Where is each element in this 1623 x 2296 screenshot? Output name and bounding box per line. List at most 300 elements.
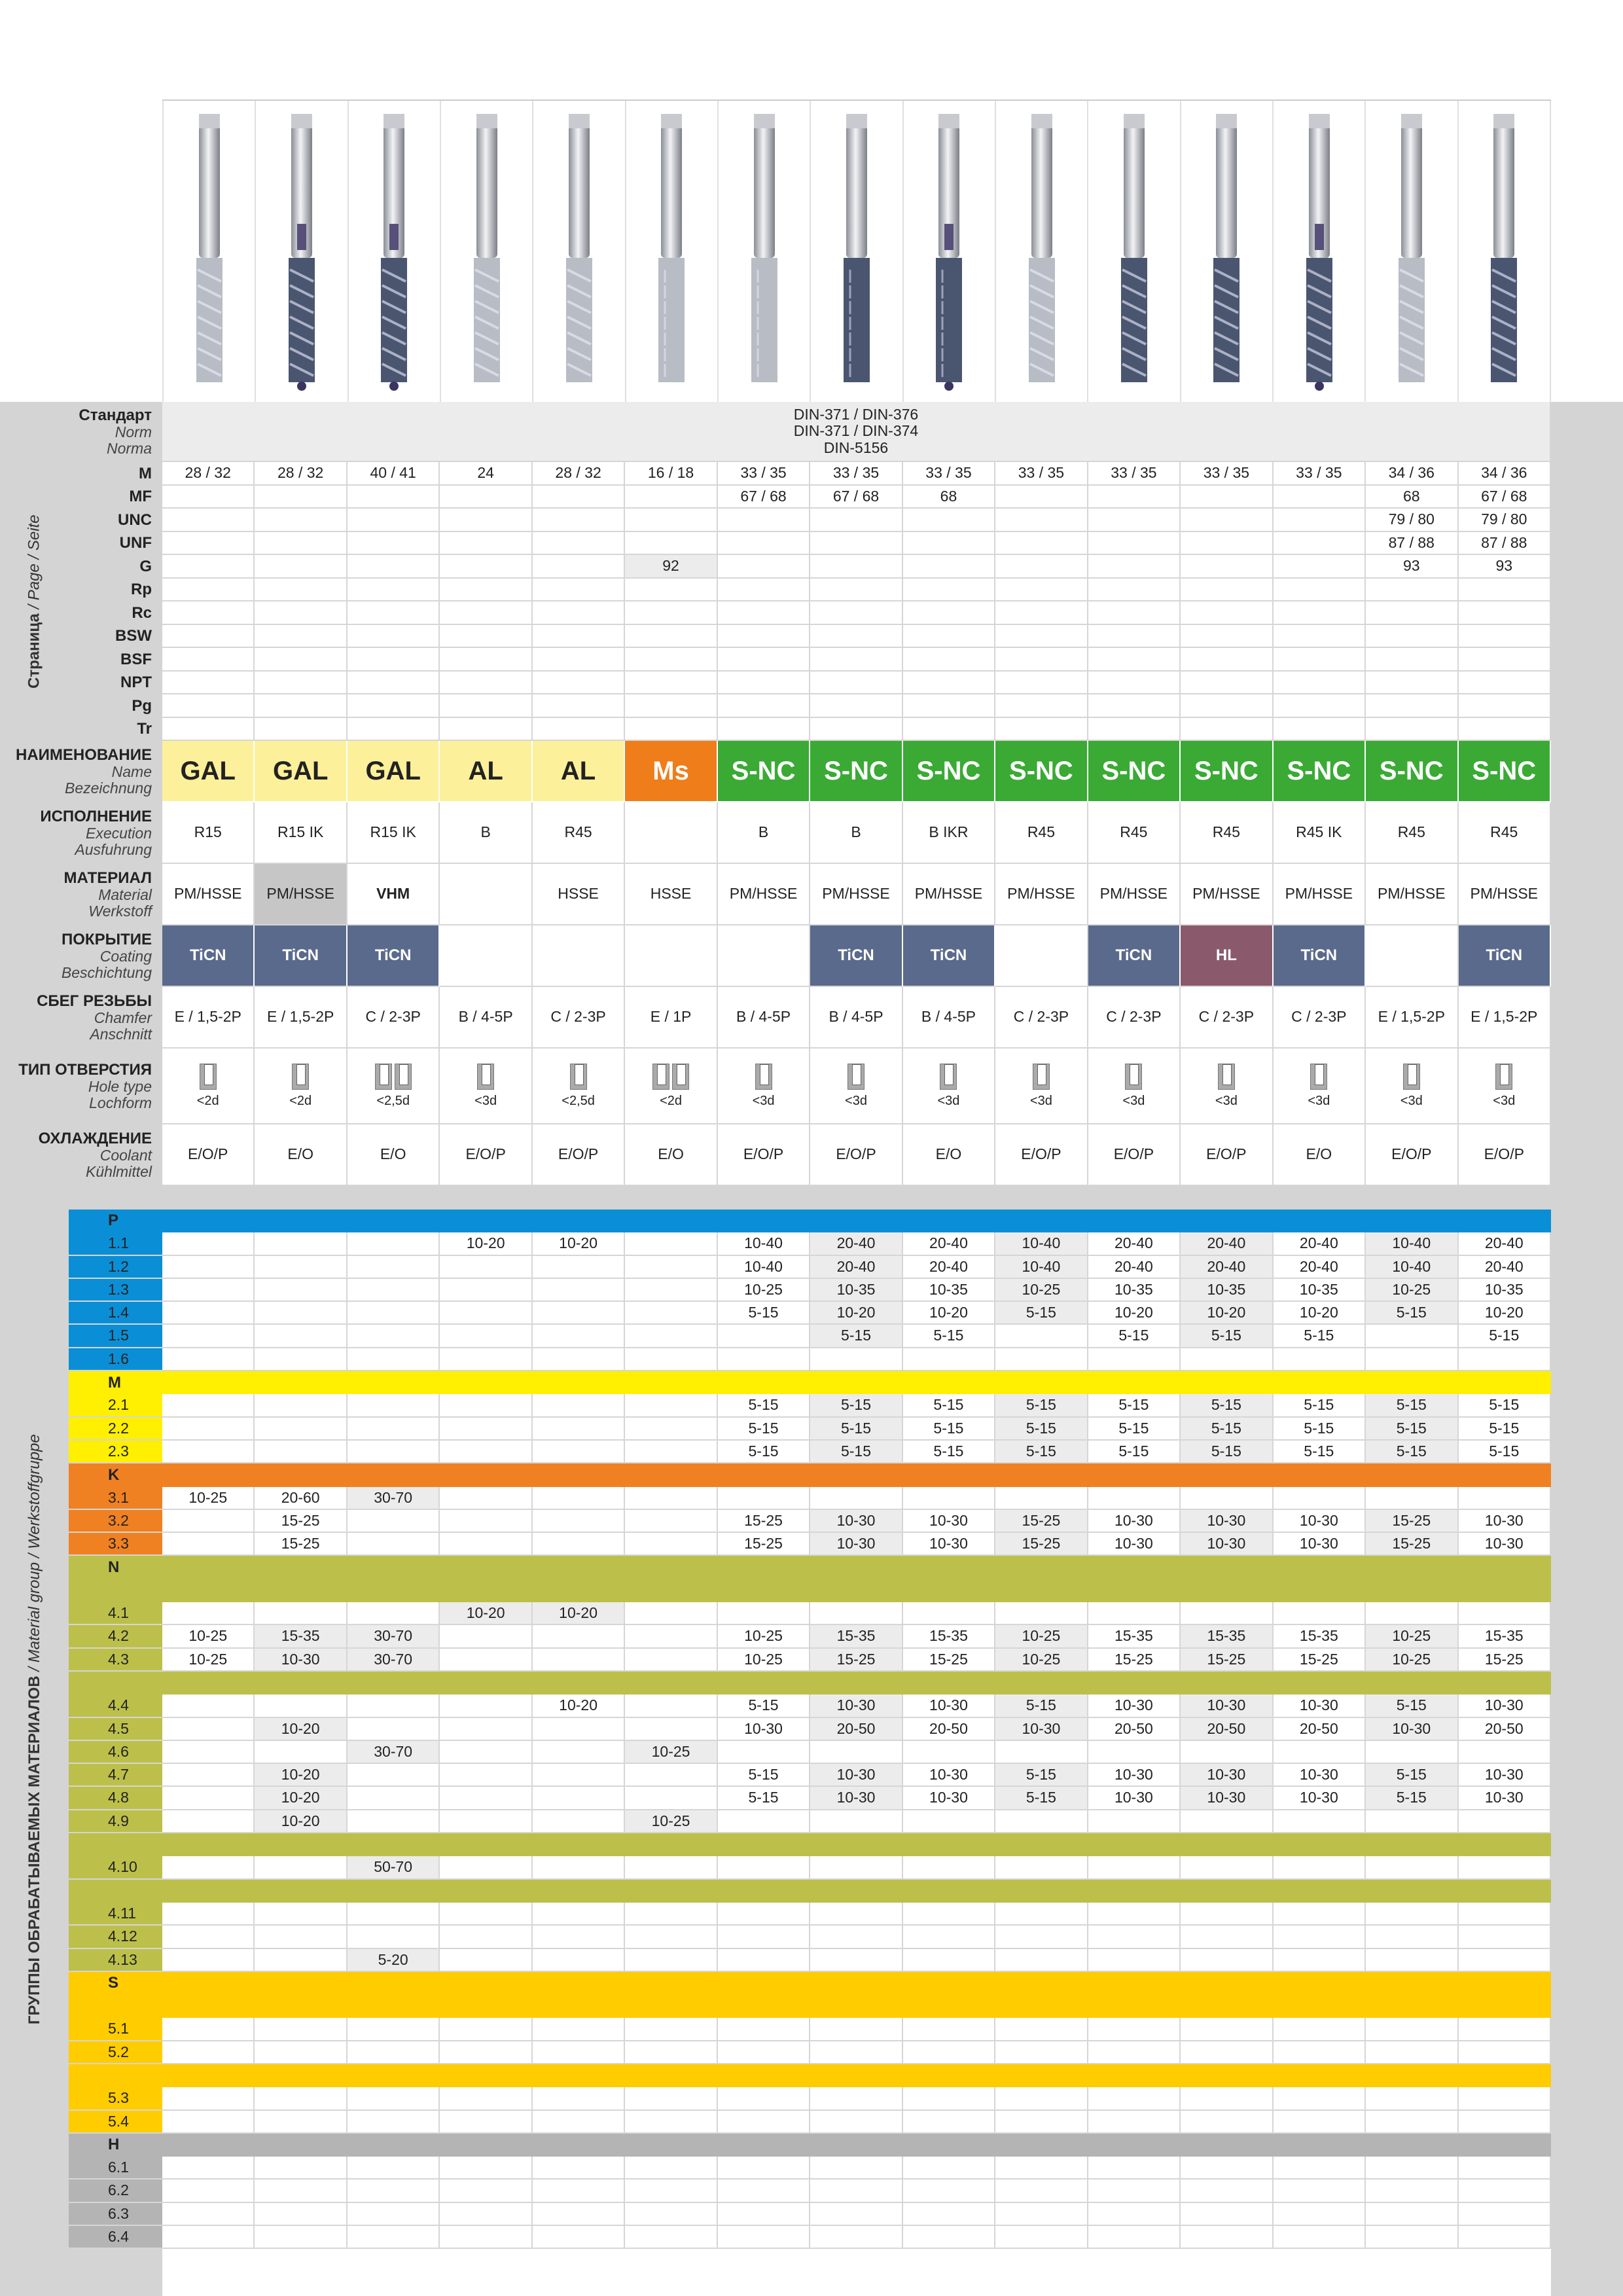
- speed-range-cell: 10-20: [533, 1232, 625, 1255]
- page-ref-cell: [995, 625, 1088, 649]
- speed-range-cell: [1366, 1741, 1458, 1764]
- speed-range-cell: [348, 1533, 440, 1556]
- speed-range-cell: [533, 1487, 625, 1510]
- speed-range-cell: [625, 2179, 717, 2202]
- speed-range-cell: [348, 1325, 440, 1348]
- speed-range-cell: [903, 1856, 995, 1879]
- speed-range-cell: [1366, 1856, 1458, 1879]
- speed-range-cell: 10-30: [1459, 1533, 1551, 1556]
- coating_row-label-en: Coating: [99, 947, 152, 965]
- speed-range-cell: [1366, 1325, 1458, 1348]
- page-ref-cell: [440, 486, 532, 509]
- page-ref-cell: [1088, 625, 1181, 649]
- hole-type-icon: [1310, 1064, 1327, 1090]
- speed-range-cell: [625, 1926, 717, 1948]
- speed-range-cell: [1088, 2226, 1181, 2249]
- speed-range-cell: 10-30: [1181, 1510, 1273, 1533]
- tool-image-spiral-tap: [995, 101, 1087, 402]
- page-ref-cell: [903, 601, 995, 625]
- speed-range-cell: 20-40: [1181, 1232, 1273, 1255]
- page-ref-cell: [625, 694, 717, 718]
- speed-range-cell: [995, 2041, 1088, 2064]
- speed-range-cell: 10-30: [1181, 1695, 1273, 1717]
- page-ref-cell: [995, 532, 1088, 556]
- speed-range-cell: 20-40: [1181, 1256, 1273, 1279]
- speed-range-cell: [1366, 1926, 1458, 1948]
- page-ref-cell: [348, 532, 440, 556]
- exec_row-label-ru: ИСПОЛНЕНИЕ: [40, 807, 152, 825]
- coating-cell: TiCN: [1459, 925, 1551, 987]
- speed-range-cell: [810, 2157, 902, 2179]
- speed-range-cell: [625, 2203, 717, 2226]
- page-ref-cell: [1181, 579, 1273, 602]
- page-ref-cell: 87 / 88: [1366, 532, 1458, 556]
- hole-type-cell: [1366, 1049, 1458, 1124]
- speed-range-cell: [1366, 1487, 1458, 1510]
- page-ref-cell: [810, 601, 902, 625]
- hole-type-icon: [652, 1064, 689, 1090]
- speed-range-cell: 10-25: [718, 1279, 810, 1302]
- page-ref-cell: [1274, 672, 1366, 695]
- tool-name-badge: S-NC: [1459, 741, 1551, 802]
- speed-range-cell: [255, 1348, 347, 1371]
- speed-range-cell: 50-70: [348, 1856, 440, 1879]
- speed-range-cell: [162, 1695, 255, 1717]
- page-ref-cell: [995, 555, 1088, 579]
- name_row-label-de: Bezeichnung: [65, 780, 152, 797]
- speed-range-cell: [1274, 1856, 1366, 1879]
- speed-range-cell: [348, 1903, 440, 1926]
- coating-cell: [533, 925, 625, 987]
- page-ref-cell: [903, 532, 995, 556]
- speed-range-cell: [1274, 2226, 1366, 2249]
- speed-range-cell: [533, 1279, 625, 1302]
- speed-range-cell: 20-40: [903, 1256, 995, 1279]
- page-ref-cell: [1366, 694, 1458, 718]
- chamfer_row-label-de: Anschnitt: [90, 1026, 152, 1043]
- material-subgroup-number: 4.13: [69, 1949, 162, 1972]
- material-side-label: [0, 1210, 69, 2249]
- speed-range-cell: 10-20: [810, 1302, 902, 1325]
- material-subgroup-number: 4.12: [69, 1926, 162, 1948]
- speed-range-cell: 10-25: [625, 1741, 717, 1764]
- material-group-divider: [69, 1672, 1551, 1695]
- hole-type-cell: [810, 1049, 902, 1124]
- page-ref-cell: 87 / 88: [1459, 532, 1551, 556]
- standard-line: DIN-371 / DIN-376: [793, 406, 919, 423]
- speed-range-cell: 10-30: [1274, 1764, 1366, 1787]
- page-ref-cell: [718, 694, 810, 718]
- chamfer-cell: C / 2-3P: [348, 987, 440, 1049]
- speed-range-cell: 10-35: [903, 1279, 995, 1302]
- speed-range-cell: [440, 1325, 532, 1348]
- speed-range-cell: 5-15: [1274, 1418, 1366, 1441]
- speed-range-cell: [1366, 1602, 1458, 1625]
- page-ref-cell: [255, 672, 347, 695]
- speed-range-cell: 5-15: [718, 1695, 810, 1717]
- tool-image-straight-tap: [625, 101, 717, 402]
- page-ref-cell: [625, 648, 717, 672]
- speed-range-cell: 15-25: [718, 1510, 810, 1533]
- page-ref-cell: [1459, 579, 1551, 602]
- speed-range-cell: [255, 1856, 347, 1879]
- chamfer-cell: B / 4-5P: [903, 987, 995, 1049]
- speed-range-cell: [810, 1741, 902, 1764]
- material-subgroup-number: 2.2: [69, 1418, 162, 1441]
- page-ref-cell: [810, 509, 902, 532]
- chamfer-cell: C / 2-3P: [1088, 987, 1181, 1049]
- speed-range-cell: 10-20: [255, 1718, 347, 1741]
- speed-range-cell: 10-30: [810, 1695, 902, 1717]
- page-ref-cell: [1181, 555, 1273, 579]
- speed-range-cell: [440, 1441, 532, 1463]
- speed-range-cell: [1088, 2203, 1181, 2226]
- hole-type-cell: [255, 1049, 347, 1124]
- speed-range-cell: [533, 2111, 625, 2134]
- speed-range-cell: [1181, 2157, 1273, 2179]
- speed-range-cell: [810, 1926, 902, 1948]
- page-ref-cell: 28 / 32: [533, 462, 625, 486]
- material-subgroup-number: 1.6: [69, 1348, 162, 1371]
- speed-range-cell: 5-15: [718, 1418, 810, 1441]
- speed-range-cell: [533, 2087, 625, 2110]
- page-ref-cell: 67 / 68: [810, 486, 902, 509]
- speed-range-cell: [162, 1256, 255, 1279]
- speed-range-cell: 10-30: [903, 1533, 995, 1556]
- page-ref-cell: [255, 625, 347, 649]
- page-ref-cell: 92: [625, 555, 717, 579]
- speed-range-cell: [718, 1325, 810, 1348]
- page-ref-cell: [625, 625, 717, 649]
- page-ref-cell: [903, 555, 995, 579]
- speed-range-cell: [440, 1741, 532, 1764]
- page-ref-cell: [533, 625, 625, 649]
- speed-range-cell: [440, 2111, 532, 2134]
- page-ref-cell: [625, 509, 717, 532]
- material-group-header: P: [69, 1210, 1551, 1232]
- chamfer-cell: C / 2-3P: [1181, 987, 1273, 1049]
- tool-image-straight-tap: [717, 101, 810, 402]
- speed-range-cell: 10-30: [1274, 1510, 1366, 1533]
- speed-range-cell: [1366, 2041, 1458, 2064]
- speed-range-cell: 10-25: [995, 1625, 1088, 1648]
- speed-range-cell: 5-15: [718, 1787, 810, 1810]
- speed-range-cell: [440, 1348, 532, 1371]
- speed-range-cell: [533, 1810, 625, 1833]
- page-ref-cell: 33 / 35: [1088, 462, 1181, 486]
- page-ref-cell: [718, 672, 810, 695]
- page-row-label: Tr: [69, 718, 162, 742]
- speed-range-cell: 10-35: [1088, 1279, 1181, 1302]
- speed-range-cell: [348, 1418, 440, 1441]
- speed-range-cell: 5-15: [1366, 1302, 1458, 1325]
- standard-line: DIN-5156: [823, 439, 889, 456]
- speed-range-cell: [533, 1348, 625, 1371]
- speed-range-cell: [1088, 1810, 1181, 1833]
- page-ref-cell: [440, 648, 532, 672]
- speed-range-cell: [255, 1441, 347, 1463]
- speed-range-cell: 30-70: [348, 1741, 440, 1764]
- material-subgroup-number: 5.4: [69, 2111, 162, 2134]
- tool-name-badge: GAL: [348, 741, 440, 802]
- speed-range-cell: 10-40: [995, 1256, 1088, 1279]
- page-ref-cell: [533, 718, 625, 742]
- speed-range-cell: [533, 2018, 625, 2041]
- speed-range-cell: [1274, 2179, 1366, 2202]
- speed-range-cell: [440, 1949, 532, 1972]
- standard-line: DIN-371 / DIN-374: [793, 422, 919, 440]
- speed-range-cell: [440, 1302, 532, 1325]
- speed-range-cell: [440, 2087, 532, 2110]
- page-ref-cell: [1274, 601, 1366, 625]
- speed-range-cell: [625, 1302, 717, 1325]
- speed-range-cell: [1088, 2157, 1181, 2179]
- speed-range-cell: 5-15: [1274, 1394, 1366, 1417]
- speed-range-cell: 15-35: [1088, 1625, 1181, 1648]
- speed-range-cell: [1181, 1949, 1273, 1972]
- page-ref-cell: 79 / 80: [1366, 509, 1458, 532]
- hole-icon: [375, 1064, 392, 1090]
- speed-range-cell: 5-15: [903, 1325, 995, 1348]
- page-ref-cell: 93: [1366, 555, 1458, 579]
- material-cell: PM/HSSE: [162, 864, 255, 925]
- material-subgroup-number: 2.3: [69, 1441, 162, 1463]
- page-ref-cell: [1274, 718, 1366, 742]
- speed-range-cell: [533, 2157, 625, 2179]
- speed-range-cell: [810, 1810, 902, 1833]
- coolant_row-label-en: Coolant: [99, 1146, 152, 1164]
- speed-range-cell: [162, 1764, 255, 1787]
- page-ref-cell: [718, 718, 810, 742]
- speed-range-cell: [1274, 2018, 1366, 2041]
- material-subgroup-number: 4.3: [69, 1649, 162, 1672]
- speed-range-cell: [440, 1903, 532, 1926]
- coating-cell: TiCN: [255, 925, 347, 987]
- speed-range-cell: [1088, 2111, 1181, 2134]
- speed-range-cell: [533, 1625, 625, 1648]
- page-ref-cell: [255, 532, 347, 556]
- page-row-label: NPT: [69, 672, 162, 695]
- coolant-cell: E/O/P: [1459, 1124, 1551, 1186]
- page-ref-cell: [1181, 648, 1273, 672]
- page-ref-cell: [440, 555, 532, 579]
- speed-range-cell: [810, 1348, 902, 1371]
- speed-range-cell: [348, 2087, 440, 2110]
- page-ref-cell: 67 / 68: [1459, 486, 1551, 509]
- speed-range-cell: [1088, 1348, 1181, 1371]
- execution-cell: R45: [1459, 802, 1551, 864]
- speed-range-cell: [1366, 1903, 1458, 1926]
- speed-range-cell: [1459, 2226, 1551, 2249]
- speed-range-cell: [625, 1441, 717, 1463]
- speed-range-cell: [995, 2157, 1088, 2179]
- speed-range-cell: 10-30: [1088, 1787, 1181, 1810]
- speed-range-cell: [162, 1741, 255, 1764]
- speed-range-cell: [440, 1510, 532, 1533]
- speed-range-cell: 5-15: [1459, 1441, 1551, 1463]
- speed-range-cell: [348, 1279, 440, 1302]
- hole-type-icon: [755, 1064, 772, 1090]
- page-ref-cell: 68: [1366, 486, 1458, 509]
- hole-type-cell: [1459, 1049, 1551, 1124]
- tool-name-badge: S-NC: [718, 741, 810, 802]
- speed-range-cell: [810, 1949, 902, 1972]
- page-row-label: BSW: [69, 625, 162, 649]
- page-ref-cell: [995, 694, 1088, 718]
- speed-range-cell: [1366, 2179, 1458, 2202]
- execution-cell: R15: [162, 802, 255, 864]
- speed-range-cell: [718, 1926, 810, 1948]
- material-cell: PM/HSSE: [255, 864, 347, 925]
- speed-range-cell: 10-30: [1088, 1533, 1181, 1556]
- speed-range-cell: [903, 2041, 995, 2064]
- speed-range-cell: [1459, 2203, 1551, 2226]
- page-ref-cell: [440, 694, 532, 718]
- hole-icon: [570, 1064, 587, 1090]
- page-ref-cell: [625, 601, 717, 625]
- page-ref-cell: [1366, 648, 1458, 672]
- speed-range-cell: 10-35: [1181, 1279, 1273, 1302]
- hole-type-cell: [625, 1049, 717, 1124]
- page-ref-cell: [1181, 601, 1273, 625]
- tool-name-badge: S-NC: [1366, 741, 1458, 802]
- speed-range-cell: 10-25: [995, 1649, 1088, 1672]
- page-ref-cell: [810, 648, 902, 672]
- speed-range-cell: [348, 1810, 440, 1833]
- hole-type-icon: [200, 1064, 217, 1090]
- speed-range-cell: [533, 1418, 625, 1441]
- speed-range-cell: 10-30: [1181, 1787, 1273, 1810]
- page-ref-cell: [1181, 625, 1273, 649]
- speed-range-cell: [348, 2179, 440, 2202]
- speed-range-cell: 5-15: [1088, 1418, 1181, 1441]
- speed-range-cell: [348, 1510, 440, 1533]
- chamfer-cell: C / 2-3P: [533, 987, 625, 1049]
- material-subgroup-number: 4.11: [69, 1903, 162, 1926]
- speed-range-cell: [1366, 2087, 1458, 2110]
- page-ref-cell: [1181, 718, 1273, 742]
- speed-range-cell: [348, 1764, 440, 1787]
- speed-range-cell: 10-25: [162, 1487, 255, 1510]
- speed-range-cell: 10-25: [718, 1625, 810, 1648]
- page-ref-cell: 33 / 35: [1181, 462, 1273, 486]
- material-subgroup-number: 4.6: [69, 1741, 162, 1764]
- speed-range-cell: 10-40: [718, 1256, 810, 1279]
- speed-range-cell: 10-20: [1459, 1302, 1551, 1325]
- execution-cell: B: [440, 802, 532, 864]
- page-ref-cell: 68: [903, 486, 995, 509]
- page-ref-cell: [1459, 625, 1551, 649]
- speed-range-cell: [995, 1325, 1088, 1348]
- page-ref-cell: 28 / 32: [255, 462, 347, 486]
- page-ref-cell: [1274, 648, 1366, 672]
- coolant-cell: E/O: [348, 1124, 440, 1186]
- page-ref-cell: [810, 672, 902, 695]
- speed-range-cell: [1274, 2157, 1366, 2179]
- speed-range-cell: [995, 1903, 1088, 1926]
- speed-range-cell: 10-20: [533, 1602, 625, 1625]
- speed-range-cell: [348, 1394, 440, 1417]
- hole-type-cell: [1088, 1049, 1181, 1124]
- speed-range-cell: [1274, 1903, 1366, 1926]
- speed-range-cell: [718, 1602, 810, 1625]
- speed-range-cell: [625, 1418, 717, 1441]
- speed-range-cell: [1459, 1487, 1551, 1510]
- speed-range-cell: [625, 1325, 717, 1348]
- speed-range-cell: 10-20: [255, 1764, 347, 1787]
- speed-range-cell: [1181, 2018, 1273, 2041]
- material-subgroup-number: 5.1: [69, 2018, 162, 2041]
- speed-range-cell: [440, 1718, 532, 1741]
- speed-range-cell: 10-30: [1088, 1510, 1181, 1533]
- speed-range-cell: [255, 2041, 347, 2064]
- execution-cell: [625, 802, 717, 864]
- speed-range-cell: [255, 2203, 347, 2226]
- material-side-label-rest: / Material group / Werkstoffgruppe: [25, 1434, 43, 1676]
- speed-range-cell: [162, 1856, 255, 1879]
- speed-range-cell: [440, 1418, 532, 1441]
- page-ref-cell: [718, 601, 810, 625]
- speed-range-cell: 10-25: [162, 1649, 255, 1672]
- coating-cell: HL: [1181, 925, 1273, 987]
- page-ref-cell: [718, 579, 810, 602]
- speed-range-cell: 5-15: [1366, 1695, 1458, 1717]
- speed-range-cell: 20-40: [903, 1232, 995, 1255]
- speed-range-cell: [903, 2203, 995, 2226]
- hole-icon: [477, 1064, 494, 1090]
- page-ref-cell: [1366, 579, 1458, 602]
- tool-image-straight-tap: [810, 101, 902, 402]
- speed-range-cell: 5-15: [1274, 1441, 1366, 1463]
- speed-range-cell: [1181, 1487, 1273, 1510]
- speed-range-cell: [255, 2018, 347, 2041]
- hole-type-icon: [1218, 1064, 1235, 1090]
- speed-range-cell: [995, 1949, 1088, 1972]
- speed-range-cell: 10-30: [1088, 1764, 1181, 1787]
- speed-range-cell: 15-25: [1088, 1649, 1181, 1672]
- tool-image-spiral-tap: [1457, 101, 1551, 402]
- speed-range-cell: [533, 1926, 625, 1948]
- page-ref-cell: [1088, 579, 1181, 602]
- speed-range-cell: [440, 2018, 532, 2041]
- speed-range-cell: 30-70: [348, 1625, 440, 1648]
- speed-range-cell: 10-25: [1366, 1279, 1458, 1302]
- page-ref-cell: [995, 509, 1088, 532]
- page-ref-cell: [255, 648, 347, 672]
- hole-icon: [1033, 1064, 1050, 1090]
- material-subgroup-number: 6.1: [69, 2157, 162, 2179]
- speed-range-cell: 5-15: [1459, 1418, 1551, 1441]
- speed-range-cell: [162, 1602, 255, 1625]
- tool-image-spiral-tap: [162, 101, 255, 402]
- speed-range-cell: 15-25: [1274, 1649, 1366, 1672]
- material-subgroup-number: 5.2: [69, 2041, 162, 2064]
- speed-range-cell: 5-15: [1366, 1418, 1458, 1441]
- speed-range-cell: [440, 2041, 532, 2064]
- speed-range-cell: [1181, 1810, 1273, 1833]
- speed-range-cell: [162, 1279, 255, 1302]
- speed-range-cell: [625, 1487, 717, 1510]
- speed-range-cell: [810, 2203, 902, 2226]
- speed-range-cell: 15-35: [1274, 1625, 1366, 1648]
- page-ref-cell: [1181, 486, 1273, 509]
- coolant-cell: E/O: [903, 1124, 995, 1186]
- chamfer-cell: B / 4-5P: [718, 987, 810, 1049]
- page-ref-cell: [533, 601, 625, 625]
- coolant-cell: E/O/P: [533, 1124, 625, 1186]
- speed-range-cell: [348, 1695, 440, 1717]
- hole-type-icon: [940, 1064, 957, 1090]
